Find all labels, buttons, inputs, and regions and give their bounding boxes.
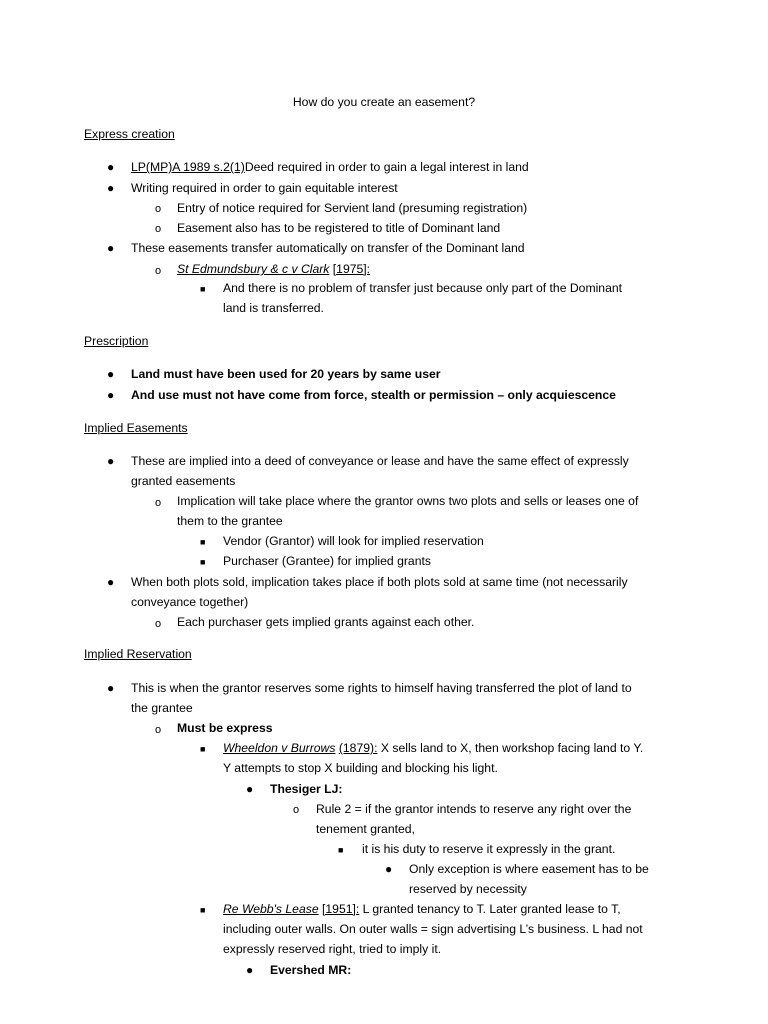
list-item: Each purchaser gets implied grants against each other. [177, 615, 475, 629]
list-item [177, 261, 370, 277]
list-item: When both plots sold, implication takes place if both plots sold at same time (not necessarily [131, 575, 628, 589]
bullet-icon: o [293, 804, 300, 816]
list-item [223, 740, 643, 756]
list-item: And there is no problem of transfer just because only part of the Dominant [223, 281, 623, 295]
list-item-continuation: tenement granted, [316, 822, 415, 836]
list-item-continuation: including outer walls. On outer walls = sign advertising L’s business. L had not [223, 922, 643, 936]
heading-express-creation: Express creation [84, 127, 175, 141]
list-item: These are implied into a deed of conveyance or lease and have the same effect of expressly [131, 454, 629, 468]
statute-reference: LP(MP)A 1989 s.2(1) [131, 160, 245, 174]
bullet-icon: ● [107, 367, 115, 381]
list-item: Evershed MR: [270, 963, 352, 977]
bullet-icon: ● [107, 388, 115, 402]
list-item-continuation: land is transferred. [223, 301, 324, 315]
list-item: Writing required in order to gain equitable interest [131, 181, 398, 195]
bullet-icon: o [155, 618, 162, 630]
document-title: How do you create an easement? [292, 95, 476, 109]
bullet-icon: ● [246, 963, 254, 977]
bullet-icon: ■ [338, 845, 344, 855]
case-year: (1879): [338, 741, 378, 755]
heading-implied-reservation: Implied Reservation [84, 647, 192, 661]
list-item: Thesiger LJ: [270, 782, 343, 796]
list-item: Must be express [177, 721, 273, 735]
list-item: Entry of notice required for Servient land (presuming registration) [177, 201, 528, 215]
bullet-icon: ■ [200, 744, 206, 754]
list-item: it is his duty to reserve it expressly in the grant. [362, 842, 616, 856]
list-item [223, 901, 621, 917]
list-item-text: X sells land to X, then workshop facing land to Y. [377, 741, 644, 755]
bullet-icon: ● [246, 782, 254, 796]
bullet-icon: ● [107, 454, 115, 468]
list-item-continuation: them to the grantee [177, 514, 283, 528]
case-year: [1951]: [322, 902, 360, 916]
bullet-icon: ● [107, 575, 115, 589]
bullet-icon: ■ [200, 537, 206, 547]
case-name: Wheeldon v Burrows [223, 741, 336, 755]
list-item-text: Deed required in order to gain a legal interest in land [244, 160, 529, 174]
bullet-icon: o [155, 223, 162, 235]
bullet-icon: o [155, 724, 162, 736]
bullet-icon: ● [107, 160, 115, 174]
bullet-icon: o [155, 497, 162, 509]
bullet-icon: ● [107, 681, 115, 695]
list-item-text: L granted tenancy to T. Later granted lease to T, [359, 902, 621, 916]
list-item: Purchaser (Grantee) for implied grants [223, 554, 431, 568]
list-item-continuation: reserved by necessity [409, 882, 527, 896]
list-item-continuation: expressly reserved right, tried to imply it. [223, 942, 442, 956]
list-item-continuation: the grantee [131, 701, 193, 715]
bullet-icon: ■ [200, 284, 206, 294]
list-item: These easements transfer automatically on transfer of the Dominant land [131, 241, 525, 255]
bullet-icon: ■ [200, 905, 206, 915]
bullet-icon: ● [107, 181, 115, 195]
list-item: Implication will take place where the grantor owns two plots and sells or leases one of [177, 494, 639, 508]
list-item-continuation: granted easements [131, 474, 236, 488]
bullet-icon: ● [385, 862, 393, 876]
bullet-icon: o [155, 203, 162, 215]
heading-implied-easements: Implied Easements [84, 421, 188, 435]
list-item: Rule 2 = if the grantor intends to reserve any right over the [316, 802, 632, 816]
bullet-icon: ● [107, 241, 115, 255]
bullet-icon: o [155, 265, 162, 277]
case-year: [1975]: [332, 262, 371, 276]
list-item-continuation: Y attempts to stop X building and blocking his light. [223, 761, 498, 775]
list-item: Easement also has to be registered to title of Dominant land [177, 221, 501, 235]
list-item-continuation: conveyance together) [131, 595, 249, 609]
list-item: This is when the grantor reserves some rights to himself having transferred the plot of land to [131, 681, 632, 695]
bullet-icon: ■ [200, 557, 206, 567]
list-item: Land must have been used for 20 years by same user [131, 367, 441, 381]
case-name: Re Webb's Lease [223, 902, 319, 916]
heading-prescription: Prescription [84, 334, 149, 348]
list-item: Only exception is where easement has to be [409, 862, 649, 876]
list-item: Vendor (Grantor) will look for implied reservation [223, 534, 484, 548]
case-name: St Edmundsbury & c v Clark [177, 262, 330, 276]
list-item: And use must not have come from force, stealth or permission – only acquiescence [131, 388, 616, 402]
list-item [131, 159, 529, 175]
